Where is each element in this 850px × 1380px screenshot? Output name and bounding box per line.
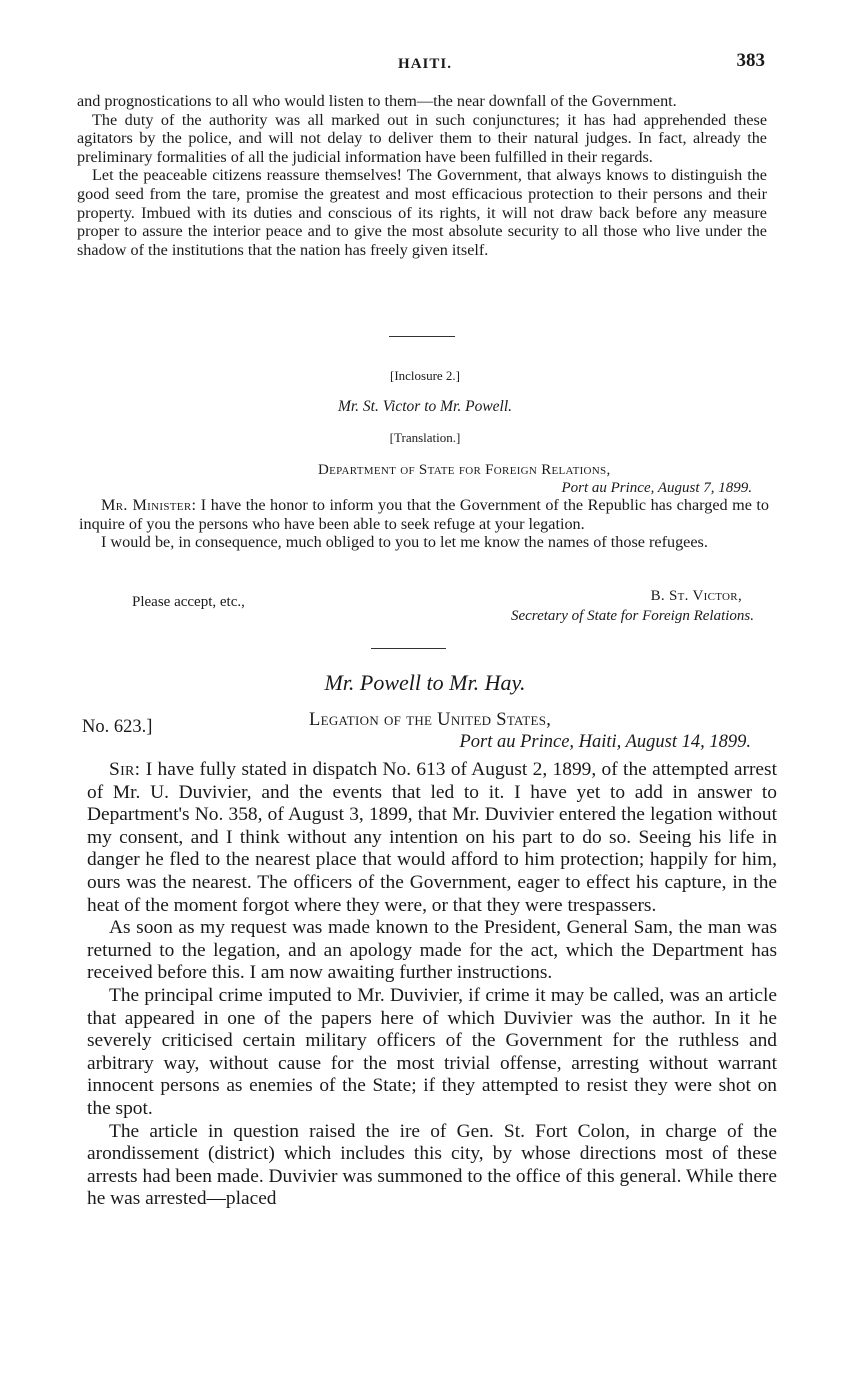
legation-name: Legation of the United States, bbox=[309, 710, 552, 730]
paragraph: and prognostications to all who would listen to them—the near downfall of the Government. bbox=[77, 92, 677, 110]
section-divider bbox=[389, 336, 455, 337]
salutation: Sir: bbox=[109, 759, 141, 780]
page-number: 383 bbox=[736, 50, 765, 71]
closing: Please accept, etc., bbox=[132, 594, 245, 610]
section-divider bbox=[371, 648, 446, 649]
inclosure-letter-body bbox=[79, 496, 769, 552]
paragraph: The principal crime imputed to Mr. Duvivier, if crime it may be called, was an article that appeared in one of the papers here of which Duvivier was the author. In it he severely criticised certain military officers of the Government for the ruthless and arbitrary way, without cause for the most trivial offense, arresting without warrant innocent persons as enemies of the State; if they attempted to resist they were shot on the spot. bbox=[87, 984, 777, 1119]
paragraph: Sir: I have fully stated in dispatch No. 613 of August 2, 1899, of the attempted arrest of Mr. U. Duvivier, and the events that led to it. I have yet to add in answer to Department's No. 358, of August 3, 1899, that Mr. Duvivier entered the legation without my consent, and I think without any intention on his part to do so. Seeing his life in danger he fled to the nearest place that would afford to him protection; happily for him, ours was the nearest. The officers of the Government, eager to effect his capture, in the heat of the moment forgot where they were, or that they were trespassers. bbox=[87, 759, 777, 916]
inclosure-label: [Inclosure 2.] bbox=[389, 368, 461, 383]
letter-header bbox=[318, 461, 758, 497]
letter-place-date: Port au Prince, August 7, 1899. bbox=[561, 480, 752, 496]
running-head-title: HAITI. bbox=[398, 56, 452, 72]
paragraph: I would be, in consequence, much obliged to you to let me know the names of those refugees. bbox=[101, 533, 708, 552]
translation-note: [Translation.] bbox=[389, 430, 461, 445]
dispatch-heading: Mr. Powell to Mr. Hay. bbox=[324, 670, 526, 695]
salutation: Mr. Minister: bbox=[101, 496, 197, 514]
paragraph: The article in question raised the ire of Gen. St. Fort Colon, in charge of the arondissement (district) which includes this city, by whose directions most of these arrests had been made. Duvivier was summoned to the office of this general. While there he was arrested—placed bbox=[87, 1120, 777, 1210]
dispatch-place-date: Port au Prince, Haiti, August 14, 1899. bbox=[459, 732, 751, 752]
running-head bbox=[80, 50, 770, 80]
signature-name: B. St. Victor, bbox=[650, 588, 742, 604]
paragraph: The duty of the authority was all marked out in such conjunctures; it has had apprehended these agitators by the police, and will not delay to deliver them to their natural judges. In fact, already the preliminary formalities of all the judicial information have been fulfilled in their regards. bbox=[77, 110, 767, 166]
dispatch-body bbox=[87, 759, 777, 1211]
paragraph: Mr. Minister: I have the honor to inform you that the Government of the Republic has charged me to inquire of you the persons who have been able to seek refuge at your legation. bbox=[79, 496, 770, 533]
paragraph: As soon as my request was made known to the President, General Sam, the man was returned to the legation, and an apology made for the act, which the Department has received before this. I am now awaiting further instructions. bbox=[87, 917, 777, 984]
dispatch-number: No. 623.] bbox=[82, 717, 153, 737]
paragraph: Let the peaceable citizens reassure themselves! The Government, that always knows to distinguish the good seed from the tare, promise the greatest and most efficacious protection to their persons and their property. Imbued with its duties and conscious of its rights, it will not draw back before any measure proper to assure the interior peace and to give the most absolute security to all those who live under the shadow of the institutions that the nation has freely given itself. bbox=[77, 166, 767, 259]
signature-title: Secretary of State for Foreign Relations. bbox=[510, 608, 754, 624]
dispatch-header bbox=[309, 709, 759, 753]
inclosure-heading: Mr. St. Victor to Mr. Powell. bbox=[337, 398, 513, 415]
signature-block bbox=[80, 586, 770, 626]
department-name: Department of State for Foreign Relations, bbox=[318, 462, 611, 478]
proclamation-continuation bbox=[77, 92, 767, 259]
